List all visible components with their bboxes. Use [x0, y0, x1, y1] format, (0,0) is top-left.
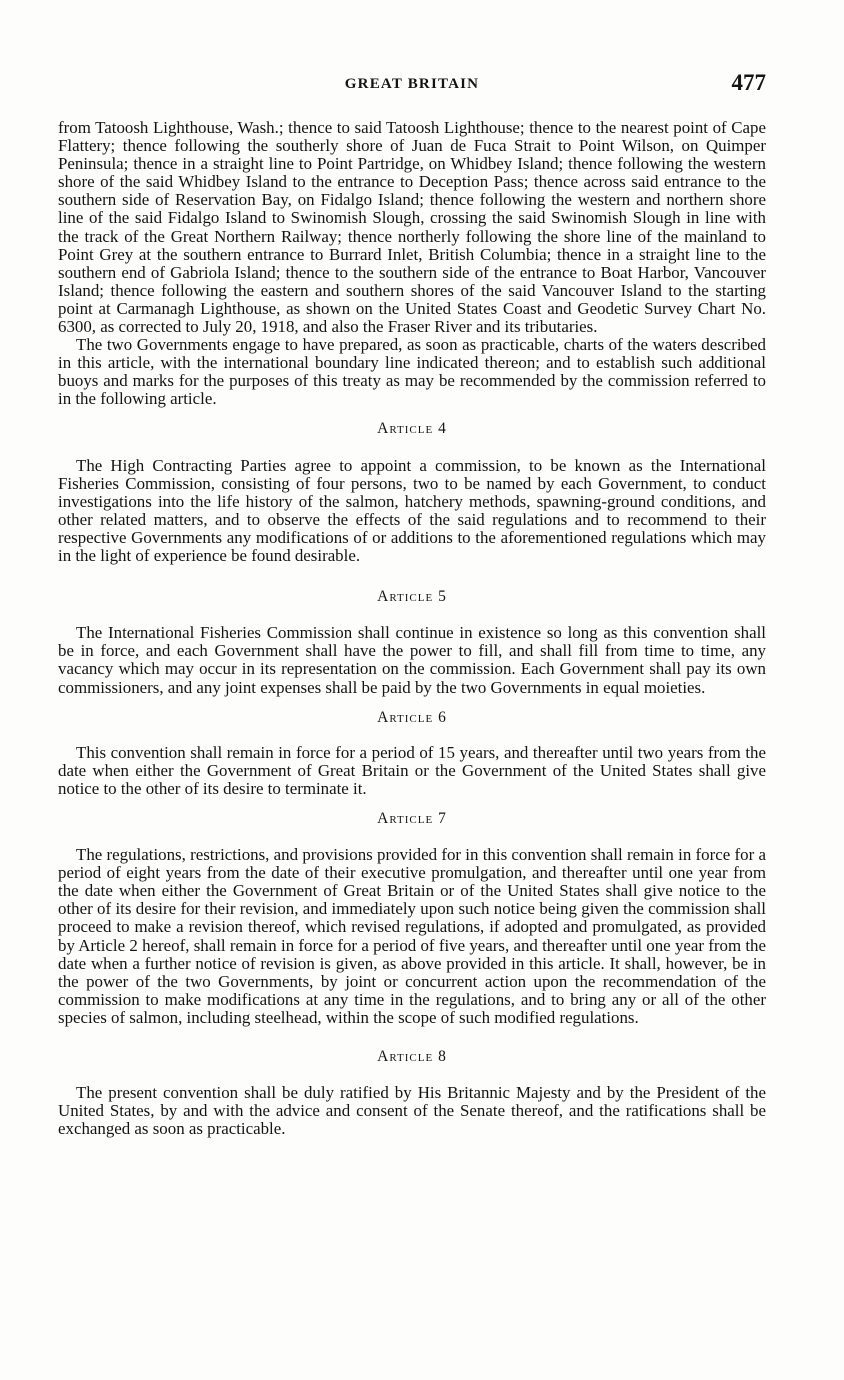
article-5-text: The International Fisheries Commission shall continue in existence so long as this convention shall be in force, and each Government shall have the power to fill, and shall fill from time to time, any vacancy which may occur in its representation on the commission. Each Government shall pay its own commissioners, and any joint expenses shall be paid by the two Governments in equal moieties. [58, 623, 766, 697]
page-header [58, 70, 766, 100]
page-body [58, 119, 766, 1138]
article-8-heading: Article 8 [377, 1048, 447, 1066]
article-7-heading: Article 7 [377, 810, 447, 827]
article-6-text: This convention shall remain in force for a period of 15 years, and thereafter until two years from the date when either the Government of Great Britain or the Government of the United States shall give notice to the other of its desire to terminate it. [58, 742, 766, 798]
article-7-text: The regulations, restrictions, and provisions provided for in this convention shall remain in force for a period of eight years from the date of their executive promulgation, and thereafter until one year from the date when either the Government of Great Britain or of the United States shall give notice to the other of its desire for their revision, and immediately upon such notice being given the commission shall proceed to make a revision thereof, which revised regulations, if adopted and promulgated, as provided by Article 2 hereof, shall remain in force for a period of five years, and thereafter until one year from the date when a further notice of revision is given, as above provided in this article. It shall, however, be in the power of the two Governments, by joint or concurrent action upon the recommendation of the commission to make modifications at any time in the regulations, and to bring any or all of the other species of salmon, including steelhead, within the scope of such modified regulations. [58, 845, 766, 1027]
page-number: 477 [731, 70, 766, 95]
running-title: GREAT BRITAIN [344, 76, 480, 92]
article-4-text: The High Contracting Parties agree to appoint a commission, to be known as the International Fisheries Commission, consisting of four persons, two to be named by each Government, to conduct investigations into the life history of the salmon, hatchery methods, spawning-ground conditions, and other related matters, and to observe the effects of the said regulations and to recommend to their respective Governments any modifications of or additions to the aforementioned regulations which may in the light of experience be found desirable. [58, 455, 766, 566]
article-5-heading: Article 5 [377, 588, 447, 606]
article-8-text: The present convention shall be duly ratified by His Britannic Majesty and by the President of the United States, by and with the advice and consent of the Senate thereof, and the ratifications shall be exchanged as soon as practicable. [58, 1083, 766, 1139]
charts-paragraph: The two Governments engage to have prepared, as soon as practicable, charts of the waters described in this article, with the international boundary line indicated thereon; and to establish such additional buoys and marks for the purposes of this treaty as may be recommended by the commission referred to in the following article. [58, 335, 766, 409]
article-4-heading: Article 4 [377, 419, 447, 437]
article-6-heading: Article 6 [377, 708, 447, 726]
continuation-paragraph: from Tatoosh Lighthouse, Wash.; thence to said Tatoosh Lighthouse; thence to the nearest point of Cape Flattery; thence following the southerly shore of Juan de Fuca Strait to Point Wilson, on Quimper Peninsula; thence in a straight line to Point Partridge, on Whidbey Island; thence following the western shore of the said Whidbey Island to the entrance to Deception Pass; thence across said entrance to the southern side of Reservation Bay, on Fidalgo Island; thence following the western and northern shore line of the said Fidalgo Island to Swinomish Slough, crossing the said Swinomish Slough in line with the track of the Great Northern Railway; thence northerly following the shore line of the mainland to Point Grey at the southern entrance to Burrard Inlet, British Columbia; thence in a straight line to the southern end of Gabriola Island; thence to the southern side of the entrance to Boat Harbor, Vancouver Island; thence following the eastern and southern shores of the said Vancouver Island to the starting point at Carmanagh Lighthouse, as shown on the United States Coast and Geodetic Survey Chart No. 6300, as corrected to July 20, 1918, and also the Fraser River and its tributaries. [58, 118, 766, 337]
